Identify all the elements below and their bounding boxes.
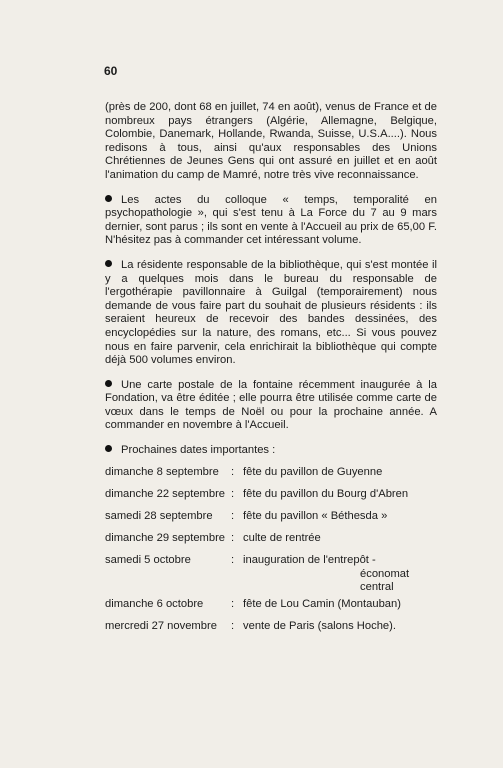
- date-day: dimanche 8 septembre: [105, 465, 219, 478]
- date-row: [105, 620, 437, 642]
- date-separator: :: [231, 553, 235, 566]
- date-day: dimanche 22 septembre: [105, 487, 226, 500]
- date-row-continuation: [105, 567, 437, 598]
- bullet-icon: [105, 445, 112, 452]
- date-event: fête du pavillon du Bourg d'Abren: [243, 487, 409, 500]
- bullet-icon: [105, 380, 112, 387]
- dates-heading-text: Prochaines dates importantes :: [121, 444, 276, 457]
- date-event: fête du pavillon « Béthesda »: [243, 509, 388, 522]
- paragraph-text: La résidente responsable de la bibliothèque, qui s'est montée il y a quelques mois dans le bureau du responsable de l'ergothérapie pavillonnaire à Guilgal (temporairement) nous demande de vous faire part du souhait de plusieurs résidents : ils seraient heureux de recevoir des bandes dessinées, des encyclopédies sur la nature, des romans, etc... Si vous pouvez nous en faire parvenir, cela enrichirait la bibliothèque qui compte déjà 500 volumes environ.: [105, 258, 437, 367]
- date-event: fête de Lou Camin (Montauban): [243, 597, 401, 610]
- page-number: 60: [104, 64, 118, 78]
- date-row: [105, 598, 437, 620]
- dates-list: [105, 466, 437, 642]
- bullet-icon: [105, 260, 112, 267]
- date-row: [105, 488, 437, 510]
- date-day: mercredi 27 novembre: [105, 619, 217, 632]
- date-event: vente de Paris (salons Hoche).: [243, 619, 396, 632]
- paragraph-visitors: (près de 200, dont 68 en juillet, 74 en août), venus de France et de nombreux pays étrangers (Algérie, Allemagne, Belgique, Colombie, Danemark, Hollande, Rwanda, Suisse, U.S.A....). Nous redisons à tous, ainsi qu'aux responsables des Unions Chrétiennes de Jeunes Gens qui ont assuré en juillet et en août l'animation du camp de Mamré, notre très vive reconnaissance.: [105, 101, 437, 181]
- paragraph-library: [105, 259, 437, 368]
- date-separator: :: [231, 597, 235, 610]
- paragraph-text: Les actes du colloque « temps, temporalité en psychopathologie », qui s'est tenu à La Force du 7 au 9 mars dernier, sont parus ; ils sont en vente à l'Accueil au prix de 65,00 F. N'hésitez pas à commander cet intéressant volume.: [105, 193, 437, 247]
- paragraph-postcard: [105, 379, 437, 433]
- date-event: culte de rentrée: [243, 531, 321, 544]
- date-row: [105, 532, 437, 554]
- date-day: samedi 28 septembre: [105, 509, 213, 522]
- date-separator: :: [231, 509, 235, 522]
- date-row: [105, 510, 437, 532]
- paragraph-colloquium: [105, 194, 437, 248]
- page-body: [105, 101, 437, 642]
- date-day: dimanche 6 octobre: [105, 597, 204, 610]
- date-event: inauguration de l'entrepôt -: [243, 553, 376, 566]
- date-day: dimanche 29 septembre: [105, 531, 226, 544]
- paragraph-text: Une carte postale de la fontaine récemment inaugurée à la Fondation, va être éditée ; elle pourra être utilisée comme carte de vœux dans le temps de Noël ou pour la prochaine année. A commander en novembre à l'Accueil.: [105, 378, 437, 432]
- bullet-icon: [105, 195, 112, 202]
- date-day: samedi 5 octobre: [105, 553, 191, 566]
- date-row: [105, 466, 437, 488]
- date-separator: :: [231, 487, 235, 500]
- date-separator: :: [231, 465, 235, 478]
- date-separator: :: [231, 531, 235, 544]
- dates-heading: [105, 444, 437, 458]
- date-event-continuation: économat central: [360, 567, 410, 594]
- date-separator: :: [231, 619, 235, 632]
- date-event: fête du pavillon de Guyenne: [243, 465, 383, 478]
